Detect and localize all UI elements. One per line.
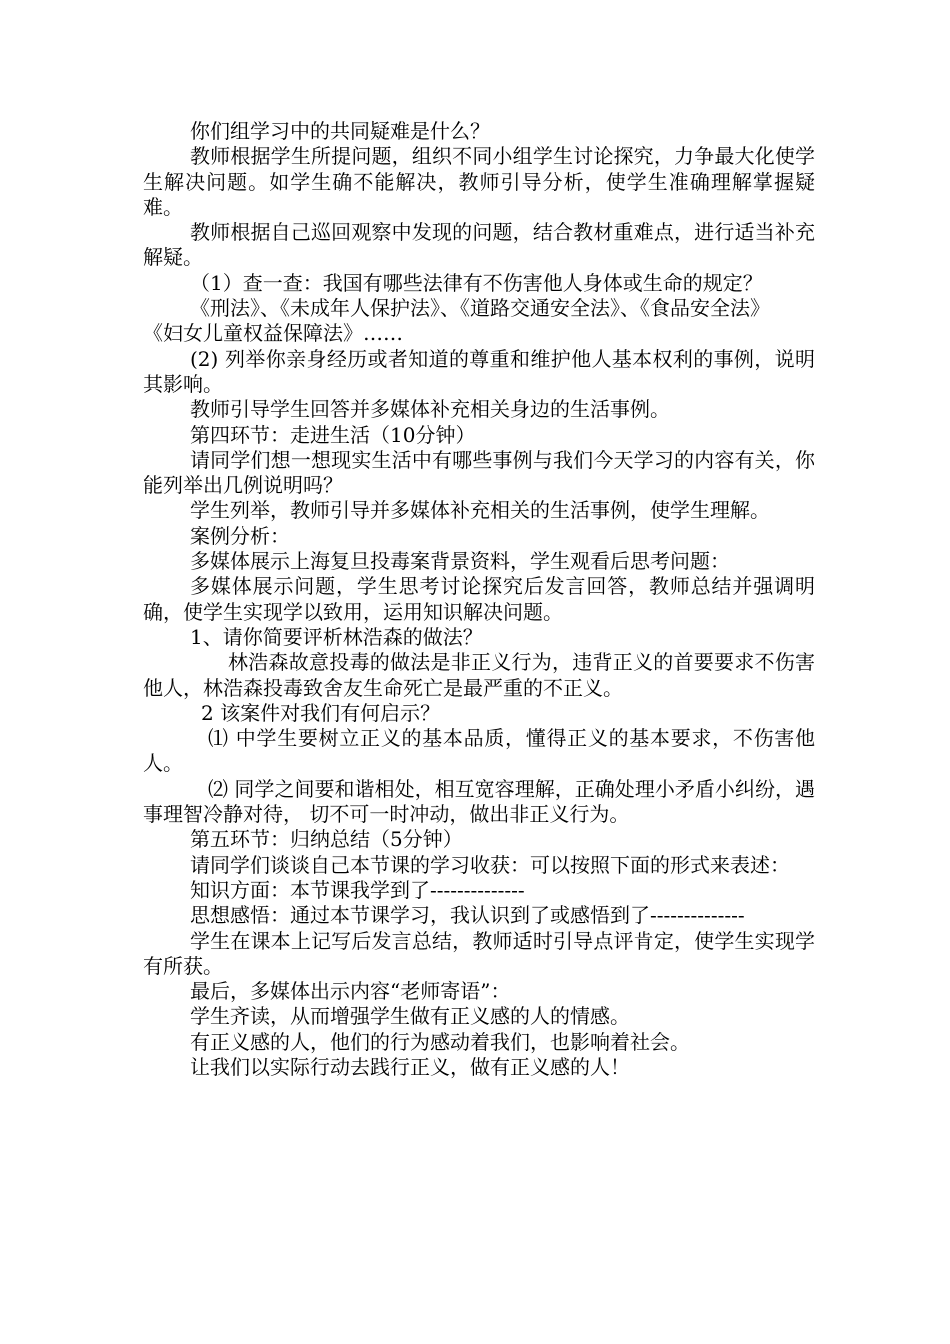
paragraph-case-background: 多媒体展示上海复旦投毒案背景资料，学生观看后思考问题： bbox=[190, 549, 730, 574]
paragraph-law-list: 《刑法》、《未成年人保护法》、《道路交通安全法》、《食品安全法》 bbox=[190, 296, 770, 321]
question-2: 2 该案件对我们有何启示？ bbox=[201, 700, 441, 725]
paragraph-teacher-message: 最后，多媒体出示内容“老师寄语”： bbox=[190, 979, 511, 1004]
question-1: 1、请你简要评析林浩森的做法？ bbox=[190, 624, 483, 649]
document-page bbox=[143, 119, 815, 1080]
paragraph-summary-prompt: 请同学们谈谈自己本节课的学习收获：可以按照下面的形式来表述： bbox=[190, 852, 790, 877]
section-heading-4: 第四环节：走进生活（10分钟） bbox=[190, 422, 476, 447]
paragraph-case-questions: 多媒体展示问题，学生思考讨论探究后发言回答，教师总结并强调明确，使学生实现学以致用，运用知识解决问题。 bbox=[143, 574, 815, 624]
paragraph-justice-people: 有正义感的人，他们的行为感动着我们，也影响着社会。 bbox=[190, 1029, 690, 1054]
paragraph-insight: 思想感悟：通过本节课学习，我认识到了或感悟到了-------------- bbox=[190, 903, 745, 928]
answer-2-item-2: ⑵ 同学之间要和谐相处，相互宽容理解，正确处理小矛盾小纠纷，遇事理智冷静对待， 切不可一时冲动，做出非正义行为。 bbox=[143, 776, 815, 827]
paragraph-list-examples: (2) 列举你亲身经历或者知道的尊重和维护他人基本权利的事例，说明其影响。 bbox=[143, 346, 815, 396]
paragraph-read-aloud: 学生齐读，从而增强学生做有正义感的人的情感。 bbox=[190, 1004, 630, 1029]
paragraph-check-laws: （1）查一查：我国有哪些法律有不伤害他人身体或生命的规定？ bbox=[190, 270, 763, 295]
paragraph-student-summary: 学生在课本上记写后发言总结，教师适时引导点评肯定，使学生实现学有所获。 bbox=[143, 928, 815, 978]
paragraph-teacher-guidance: 教师根据学生所提问题，组织不同小组学生讨论探究，力争最大化使学生解决问题。如学生确不能解决，教师引导分析，使学生准确理解掌握疑难。 bbox=[143, 144, 815, 219]
paragraph-group-question: 你们组学习中的共同疑难是什么？ bbox=[190, 119, 490, 143]
paragraph-teacher-supplement: 教师根据自己巡回观察中发现的问题，结合教材重难点，进行适当补充解疑。 bbox=[143, 220, 815, 270]
answer-1: 林浩森故意投毒的做法是非正义行为，违背正义的首要要求不伤害他人，林浩森投毒致舍友生命死亡是最严重的不正义。 bbox=[143, 650, 815, 700]
paragraph-teacher-examples: 教师引导学生回答并多媒体补充相关身边的生活事例。 bbox=[190, 397, 670, 422]
paragraph-law-list-continued: 《妇女儿童权益保障法》…… bbox=[143, 321, 403, 346]
paragraph-think-life: 请同学们想一想现实生活中有哪些事例与我们今天学习的内容有关，你能列举出几例说明吗？ bbox=[143, 447, 815, 498]
paragraph-knowledge: 知识方面：本节课我学到了-------------- bbox=[190, 877, 525, 902]
paragraph-closing: 让我们以实际行动去践行正义，做有正义感的人！ bbox=[190, 1054, 630, 1079]
answer-2-item-1: ⑴ 中学生要树立正义的基本品质，懂得正义的基本要求，不伤害他人。 bbox=[143, 726, 815, 776]
paragraph-case-analysis: 案例分析： bbox=[190, 523, 290, 548]
paragraph-student-list: 学生列举，教师引导并多媒体补充相关的生活事例，使学生理解。 bbox=[190, 498, 770, 523]
section-heading-5: 第五环节：归纳总结（5分钟） bbox=[190, 827, 463, 852]
